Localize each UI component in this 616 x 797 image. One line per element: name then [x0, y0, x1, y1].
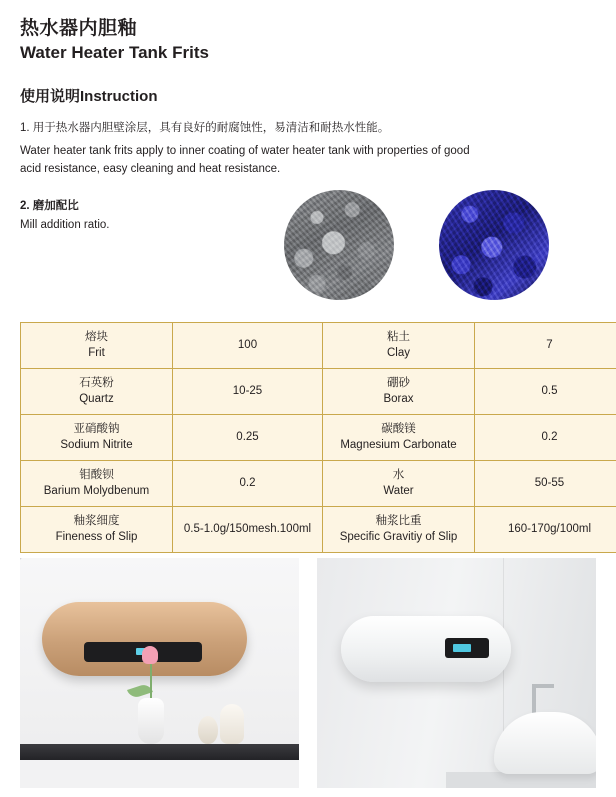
tulip-flower — [142, 646, 158, 664]
decor-object-large — [220, 704, 244, 744]
table-cell-name — [323, 461, 475, 507]
table-cell-value: 7 — [475, 323, 616, 369]
table-cell-name — [21, 507, 173, 553]
cell-text-cn: 亚硝酸钠 — [73, 423, 120, 436]
table-row — [21, 369, 616, 415]
mill-addition-ratio-table-wrap — [20, 322, 596, 553]
table-cell-value: 10-25 — [173, 369, 323, 415]
table-row — [21, 507, 616, 553]
table-cell-name — [21, 415, 173, 461]
cell-text-en: Magnesium Carbonate — [340, 438, 457, 451]
cell-text-en: Sodium Nitrite — [60, 438, 133, 451]
gold-water-heater-on-marble-wall-photo — [20, 558, 299, 788]
cell-text-en: Frit — [88, 346, 105, 359]
instruction-heading: 使用说明Instruction — [20, 88, 158, 106]
cell-text-cn: 熔块 — [85, 331, 108, 343]
table-cell-value: 50-55 — [475, 461, 616, 507]
cell-text-en: Fineness of Slip — [55, 530, 138, 543]
gold-heater-body — [42, 602, 247, 676]
white-water-heater-in-bathroom-photo — [317, 558, 596, 788]
heater-control-panel — [445, 638, 489, 658]
cell-text-en: Clay — [386, 346, 410, 359]
heater-display-led — [453, 644, 471, 652]
table-cell-value: 0.5 — [475, 369, 616, 415]
cell-text-en: Specific Gravitiy of Slip — [339, 530, 458, 543]
material-photos — [284, 190, 594, 300]
table-cell-name — [323, 507, 475, 553]
cell-text-cn: 硼砂 — [387, 377, 410, 390]
cell-text-cn: 水 — [392, 469, 405, 482]
cell-text-cn: 碳酸镁 — [381, 423, 416, 436]
table-cell-name — [21, 369, 173, 415]
cell-text-en: Barium Molydbenum — [43, 484, 150, 497]
table-cell-name — [21, 323, 173, 369]
cell-text-cn: 粘土 — [387, 331, 410, 343]
table-cell-value: 0.5-1.0g/150mesh.100ml — [173, 507, 323, 553]
mill-addition-ratio-table — [20, 322, 616, 553]
table-cell-value: 0.25 — [173, 415, 323, 461]
bathroom-counter — [446, 772, 596, 788]
table-cell-value: 160-170g/100ml — [475, 507, 616, 553]
table-row — [21, 323, 616, 369]
white-heater-body — [341, 616, 511, 682]
decor-object-small — [198, 716, 218, 744]
product-photos — [20, 558, 596, 788]
instruction-item2-en: Mill addition ratio. — [20, 218, 110, 231]
cell-text-cn: 石英粉 — [79, 377, 114, 390]
floor-strip — [20, 760, 299, 788]
page-title-en: Water Heater Tank Frits — [20, 42, 209, 62]
table-cell-value: 100 — [173, 323, 323, 369]
table-cell-name — [323, 369, 475, 415]
table-row — [21, 461, 616, 507]
tulip-stem — [150, 660, 152, 700]
black-shelf — [20, 744, 299, 760]
cell-text-cn: 釉浆细度 — [73, 515, 120, 528]
table-cell-value: 0.2 — [475, 415, 616, 461]
table-row — [21, 415, 616, 461]
grey-frit-powder-photo — [284, 190, 394, 300]
cell-text-en: Water — [383, 484, 414, 497]
cell-text-en: Quartz — [79, 392, 114, 405]
white-vase — [138, 698, 164, 744]
table-cell-name — [21, 461, 173, 507]
cell-text-cn: 釉浆比重 — [375, 515, 422, 528]
instruction-item1-cn: 1. 用于热水器内胆壁涂层，具有良好的耐腐蚀性，易清洁和耐热水性能。 — [20, 122, 390, 135]
table-cell-value: 0.2 — [173, 461, 323, 507]
cell-text-cn: 钼酸钡 — [79, 469, 114, 482]
instruction-item2-cn: 2. 磨加配比 — [20, 199, 79, 212]
cell-text-en: Borax — [383, 392, 414, 405]
instruction-item1-en: Water heater tank frits apply to inner coating of water heater tank with properties of good acid resistance, easy cleaning and heat resistance. — [20, 145, 470, 175]
page-title-cn: 热水器内胆釉 — [20, 18, 138, 39]
table-cell-name — [323, 415, 475, 461]
table-cell-name — [323, 323, 475, 369]
blue-frit-granules-photo — [439, 190, 549, 300]
